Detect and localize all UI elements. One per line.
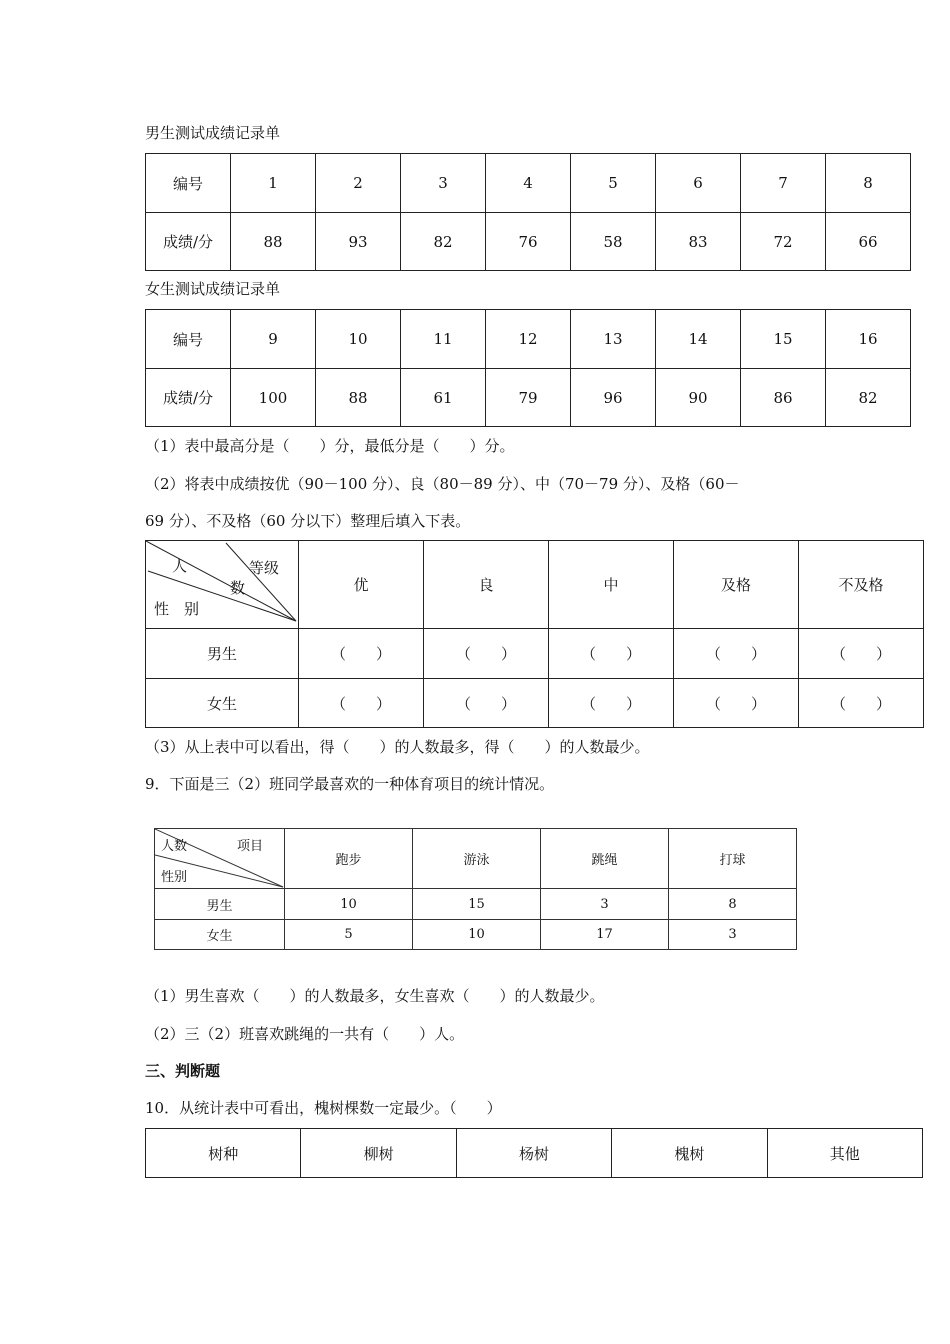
table-row [146, 213, 911, 271]
table-cell: 7 [741, 154, 826, 213]
table-cell: 8 [669, 889, 797, 920]
header-cell: 跳绳 [541, 829, 669, 889]
corner-label-people: 人 [172, 557, 188, 575]
row-label: 女生 [155, 920, 285, 950]
corner-label-count: 数 [230, 579, 246, 597]
table-cell: 14 [656, 310, 741, 369]
girls-score-table [145, 309, 911, 427]
corner-header [146, 541, 299, 629]
table-cell: 5 [571, 154, 656, 213]
table-row [155, 889, 797, 920]
table-cell: 72 [741, 213, 826, 271]
header-cell: 不及格 [799, 541, 924, 629]
table-row [146, 310, 911, 369]
section-title: 三、判断题 [145, 1062, 221, 1080]
row-label: 编号 [146, 310, 231, 369]
table-cell: 83 [656, 213, 741, 271]
table-cell: 66 [826, 213, 911, 271]
table-cell: 16 [826, 310, 911, 369]
table-cell: 93 [316, 213, 401, 271]
header-cell: 中 [549, 541, 674, 629]
table-row [155, 829, 797, 889]
header-cell: 良 [424, 541, 549, 629]
answer-blank[interactable]: （ ） [299, 679, 424, 728]
row-label: 编号 [146, 154, 231, 213]
corner-label-grade: 等级 [249, 559, 280, 577]
table-cell: 15 [413, 889, 541, 920]
corner-label-item: 项目 [237, 839, 264, 854]
header-cell: 柳树 [301, 1129, 456, 1178]
q8-part2-line1: （2）将表中成绩按优（90－100 分）、良（80－89 分）、中（70－79 分）、及格（60－ [145, 475, 740, 493]
q9-title: 9．下面是三（2）班同学最喜欢的一种体育项目的统计情况。 [145, 775, 555, 793]
table-cell: 58 [571, 213, 656, 271]
answer-blank[interactable]: （ ） [549, 679, 674, 728]
table-row [146, 679, 924, 728]
table-cell: 12 [486, 310, 571, 369]
table-cell: 88 [316, 369, 401, 427]
q8-part1: （1）表中最高分是（ ）分，最低分是（ ）分。 [145, 437, 515, 455]
sports-table [154, 828, 797, 950]
corner-label-count: 人数 [161, 839, 188, 854]
table-cell: 79 [486, 369, 571, 427]
table-row [146, 541, 924, 629]
header-cell: 槐树 [612, 1129, 767, 1178]
table-cell: 82 [401, 213, 486, 271]
boys-table-title: 男生测试成绩记录单 [145, 124, 281, 142]
answer-blank[interactable]: （ ） [424, 629, 549, 679]
table-cell: 100 [231, 369, 316, 427]
row-label: 男生 [155, 889, 285, 920]
table-cell: 86 [741, 369, 826, 427]
table-cell: 8 [826, 154, 911, 213]
table-cell: 3 [541, 889, 669, 920]
table-cell: 4 [486, 154, 571, 213]
answer-blank[interactable]: （ ） [424, 679, 549, 728]
answer-blank[interactable]: （ ） [799, 679, 924, 728]
table-row [146, 629, 924, 679]
table-cell: 10 [413, 920, 541, 950]
answer-blank[interactable]: （ ） [799, 629, 924, 679]
table-cell: 1 [231, 154, 316, 213]
table-cell: 17 [541, 920, 669, 950]
corner-label-gender: 性 别 [154, 600, 200, 618]
table-cell: 76 [486, 213, 571, 271]
header-cell: 游泳 [413, 829, 541, 889]
q8-part2-line2: 69 分）、不及格（60 分以下）整理后填入下表。 [145, 512, 471, 530]
table-row [146, 369, 911, 427]
corner-label-gender: 性别 [161, 870, 188, 885]
table-cell: 15 [741, 310, 826, 369]
table-cell: 90 [656, 369, 741, 427]
grade-table [145, 540, 924, 728]
answer-blank[interactable]: （ ） [674, 679, 799, 728]
table-cell: 5 [285, 920, 413, 950]
table-cell: 61 [401, 369, 486, 427]
girls-table-title: 女生测试成绩记录单 [145, 280, 281, 298]
row-label: 成绩/分 [146, 369, 231, 427]
corner-header [155, 829, 285, 889]
table-row [146, 1129, 923, 1178]
boys-score-table [145, 153, 911, 271]
row-label: 成绩/分 [146, 213, 231, 271]
header-cell: 打球 [669, 829, 797, 889]
answer-blank[interactable]: （ ） [674, 629, 799, 679]
table-cell: 9 [231, 310, 316, 369]
q9-part1: （1）男生喜欢（ ）的人数最多，女生喜欢（ ）的人数最少。 [145, 987, 605, 1005]
answer-blank[interactable]: （ ） [299, 629, 424, 679]
table-cell: 3 [401, 154, 486, 213]
header-cell: 杨树 [456, 1129, 611, 1178]
table-cell: 2 [316, 154, 401, 213]
table-cell: 88 [231, 213, 316, 271]
header-cell: 优 [299, 541, 424, 629]
table-cell: 10 [316, 310, 401, 369]
table-cell: 3 [669, 920, 797, 950]
table-cell: 10 [285, 889, 413, 920]
row-label: 女生 [146, 679, 299, 728]
q10-title: 10．从统计表中可看出，槐树棵数一定最少。（ ） [145, 1099, 502, 1117]
header-cell: 及格 [674, 541, 799, 629]
q9-part2: （2）三（2）班喜欢跳绳的一共有（ ）人。 [145, 1025, 465, 1043]
q8-part3: （3）从上表中可以看出，得（ ）的人数最多，得（ ）的人数最少。 [145, 738, 650, 756]
header-cell: 其他 [767, 1129, 922, 1178]
row-label: 男生 [146, 629, 299, 679]
table-cell: 82 [826, 369, 911, 427]
table-row [155, 920, 797, 950]
table-cell: 11 [401, 310, 486, 369]
header-cell: 树种 [146, 1129, 301, 1178]
header-cell: 跑步 [285, 829, 413, 889]
table-cell: 96 [571, 369, 656, 427]
table-cell: 6 [656, 154, 741, 213]
table-row [146, 154, 911, 213]
tree-table [145, 1128, 923, 1178]
answer-blank[interactable]: （ ） [549, 629, 674, 679]
table-cell: 13 [571, 310, 656, 369]
